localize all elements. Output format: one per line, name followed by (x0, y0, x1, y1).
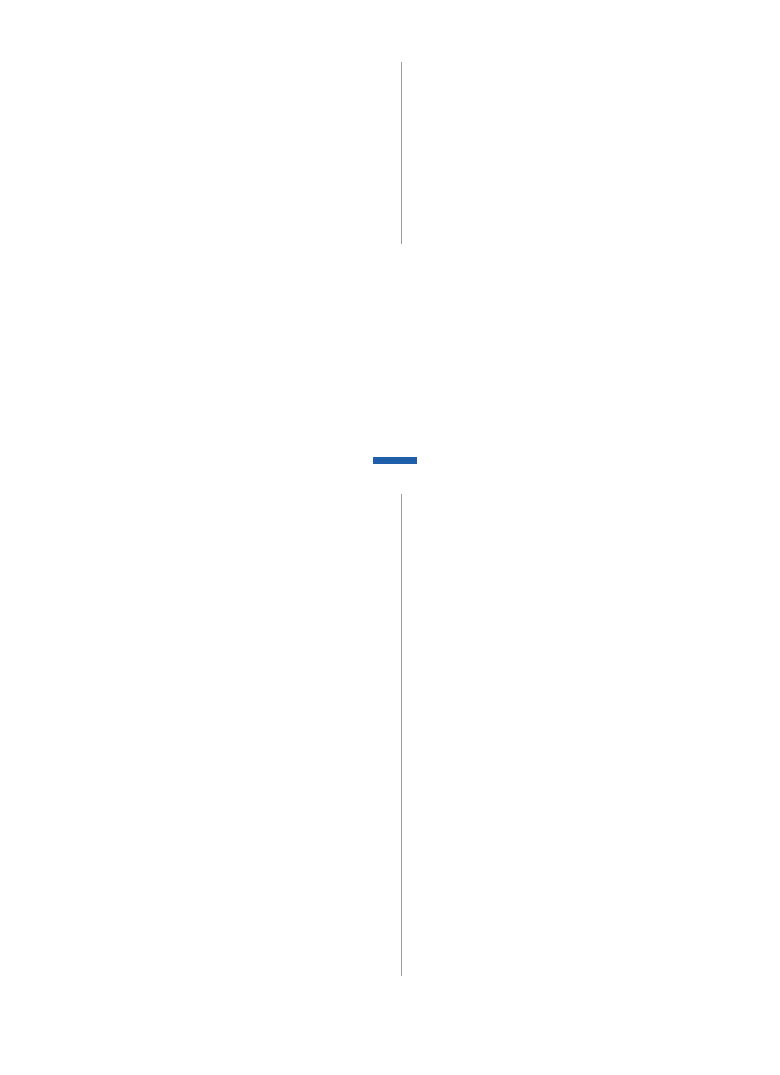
column-rule-bottom (401, 494, 402, 976)
pull-quote-rule (373, 457, 417, 464)
column-rule-top (401, 62, 402, 244)
